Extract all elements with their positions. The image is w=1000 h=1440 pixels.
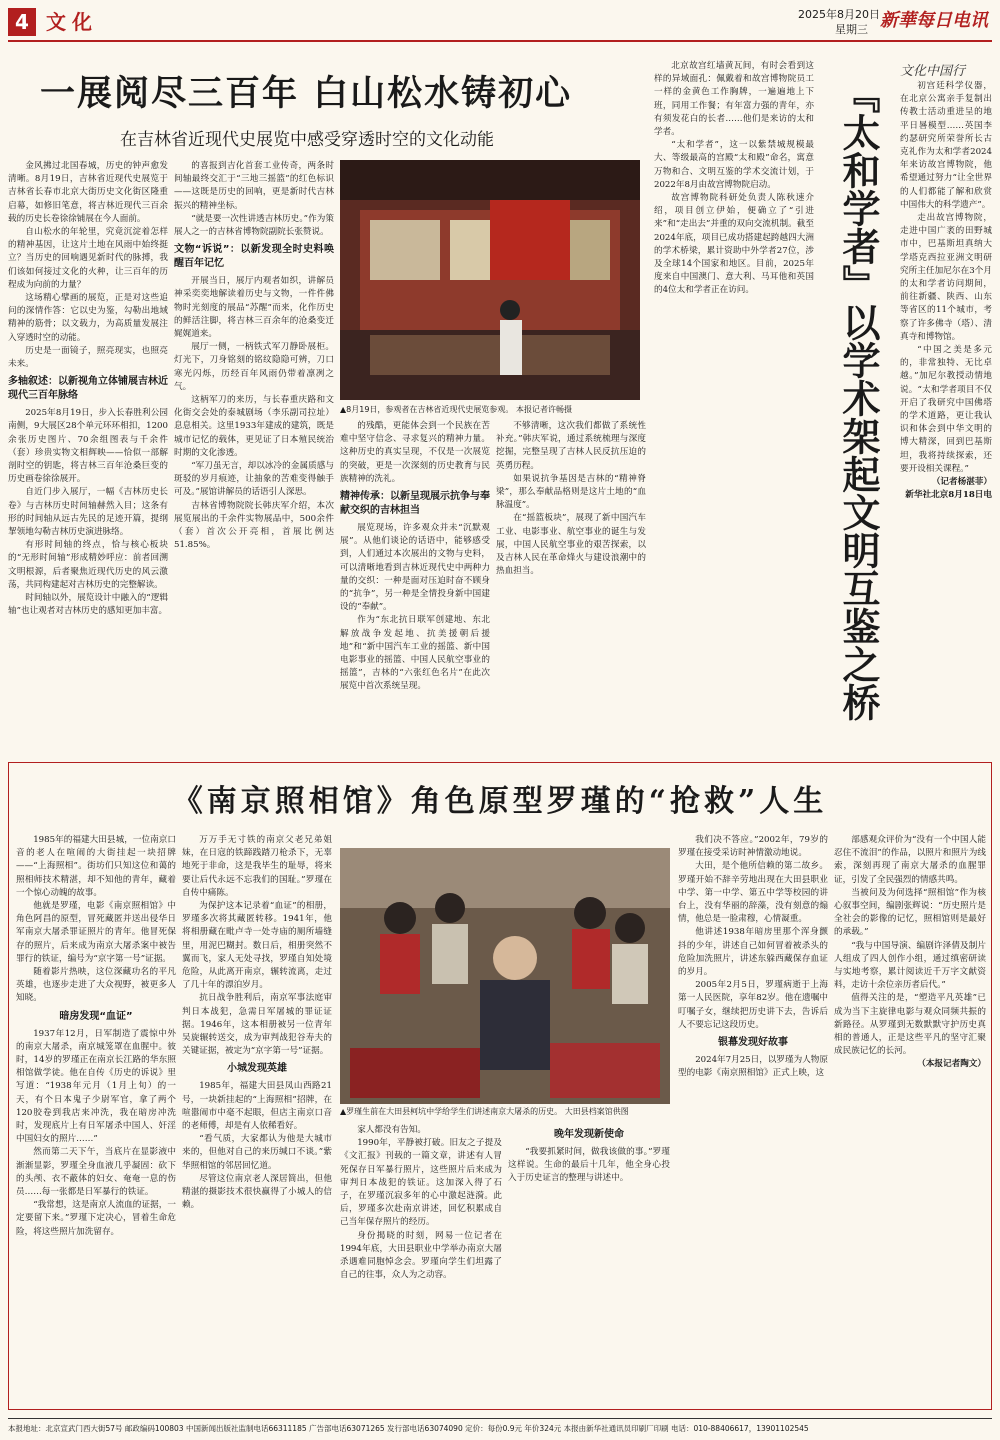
paragraph: 金风拂过北国春城，历史的钟声愈发清晰。8月19日，吉林省近现代史展览于吉林省长春市北京大街历史文化街区隆重启幕，如修旧笔意，将吉林近现代三百余载的历史长卷徐徐铺展在今人面前。 — [8, 161, 168, 224]
paragraph: 自山松水的年轮里，究竟沉淀着怎样的精神基因，让这片土地在风雨中始终挺立？当历史的回响遇见新时代的脉搏，我们该如何接过文化的火种，让三百年的历程成为向前的力量？ — [8, 227, 168, 290]
luojin-photo-image — [340, 848, 670, 1104]
text-block — [678, 1054, 828, 1080]
sidebar-credit: （记者杨湛菲） — [931, 477, 992, 488]
paragraph: 为保护这本记录着“血证”的相册，罗瑾多次将其藏匿转移。1941年，他将相册藏在毗卢寺一处寺庙的厕所墙缝里，用泥巴糊封。数日后，相册突然不翼而飞，家人无处寻找，罗瑾自知处境危险，从此离开南京，辗转流离，走过了几十年的漂泊岁月。 — [182, 901, 332, 991]
photo-caption: ▲罗瑾生前在大田县柯坑中学给学生们讲述南京大屠杀的历史。 大田县档案馆供图 — [340, 1107, 629, 1116]
paragraph: 2005年2月5日，罗瑾病逝于上海第一人民医院，享年82岁。他在遗嘱中叮嘱子女，继续把历史讲下去，告诉后人不要忘记这段历史。 — [678, 980, 828, 1030]
paragraph: 的残酷，更能体会到一个民族在苦难中坚守信念、寻求复兴的精神力量。这种历史的真实呈现，不仅是一次展览的突破，更是一次深刻的历史教育与民族精神的洗礼。 — [340, 421, 490, 484]
text-block — [678, 834, 828, 1032]
text-block — [834, 834, 986, 1058]
paragraph: 家人都没有告知。 — [357, 1125, 426, 1135]
text-block — [340, 522, 490, 694]
luojin-photo — [340, 848, 670, 1104]
text-block — [900, 80, 992, 476]
text-block — [16, 1028, 176, 1239]
section-heading: 文物“诉说”：以新发现全时史料唤醒百年记忆 — [174, 244, 334, 270]
text-block — [182, 1080, 332, 1212]
exhibition-photo-image — [340, 160, 640, 400]
paragraph: 如果说抗争基因是吉林的“精神脊梁”，那么奉献品格则是这片土地的“血脉温度”。 — [496, 473, 646, 511]
paragraph: 走出故宫博物院，走进中国广袤的田野城市中，巴基斯坦真纳大学塔克西拉亚洲文明研究所主任加尼尔在3个月的太和学者访问期间，前往新疆、陕西、山东等省区的11个城市，考察了许多佛寺（塔）、清真寺和博物馆。 — [900, 213, 992, 342]
article1-column-4 — [496, 420, 646, 750]
paragraph: 他讲述1938年暗房里那个浑身颤抖的少年，讲述自己如何冒着被杀头的危险加洗照片，讲述东躲西藏保存血证的岁月。 — [678, 927, 828, 978]
paragraph: 历史是一面镜子，照亮现实，也照亮未来。 — [8, 345, 168, 370]
paragraph: “军刀虽无言，却以冰冷的金属质感与斑驳的岁月痕迹，让抽象的苦难变得触手可及。”展馆讲解员的话语引人深思。 — [174, 461, 334, 498]
paragraph: 这柄军刀的来历，与长春重庆路和文化街交会处的泰城剧场（李乐副司拉址）息息相关。这里1933年建成的建筑，既是城市记忆的载体，更见证了日本殖民统治时期的文化渗透。 — [174, 395, 334, 458]
paragraph: 值得关注的是，“塑造平凡英雄”已成为当下主旋律电影与观众同频共振的新路径。从罗瑾到无数默默守护历史真相的普通人，正是这些平凡的坚守汇聚成民族记忆的长河。 — [834, 993, 986, 1057]
article1-column-2 — [174, 160, 334, 750]
paragraph: 大田，是个他所信赖的第二故乡。罗瑾开始不辞辛劳地出现在大田县职业中学、第一中学、第五中学等校园的讲台上，没有华丽的辞藻，没有刻意的煽情，他总是一脸肃穆，心情凝重。 — [678, 861, 828, 925]
section-name: 文化 — [46, 10, 98, 34]
article2-column-3 — [340, 1124, 502, 1404]
article2-column-4 — [678, 834, 828, 1404]
text-block — [8, 407, 168, 618]
section-heading: 晚年发现新使命 — [554, 1129, 624, 1140]
sidebar-title: 『太和学者』以学术架起文明互鉴之桥 — [836, 75, 881, 721]
paragraph: 时间轴以外，展览设计中融入的“逻辑轴”也让观者对吉林历史的感知更加丰富。 — [8, 593, 168, 617]
paragraph: 2025年8月19日，步入长春胜利公园南侧，9大展区28个单元环环相扣，1200余张历史图片、70余组图表与千余件（套）珍贵实物文相辉映——恰似一部解剖时空的钥匙，将吉林三百年沧桑巨变的历史画卷徐徐展开。 — [8, 408, 168, 485]
paragraph: 1985年的福建大田县城，一位南京口音的老人在喧闹的大街挂起一块招牌——“上海照相”。街坊们只知这位和蔼的照相师技术精湛，却不知他的青年，藏着一个惊心动魄的故事。 — [16, 835, 176, 898]
paragraph: 部感观众评价为“没有一个中国人能忍住不流泪”的作品，以照片和照片为线索，深刻再现了南京大屠杀的血腥罪证，引发了全民强烈的情感共鸣。 — [834, 835, 986, 885]
article1-title: 一展阅尽三百年 白山松水铸初心 — [40, 73, 573, 114]
paragraph: 吉林省博物院院长韩庆军介绍，本次展览展出的千余件实物展品中，500余件（套）首次公开亮相，首展比例达51.85%。 — [174, 500, 334, 551]
paragraph: “我要抓紧时间，做我该做的事。”罗瑾这样说。生命的最后十几年，他全身心投入于历史证言的整理与讲述中。 — [508, 1147, 670, 1184]
article2-column-5 — [834, 834, 986, 1404]
paragraph: 我们决不答应。”2002年，79岁的罗瑾在接受采访时神情激动地说。 — [678, 835, 828, 859]
paragraph: 北京故宫红墙黄瓦间，有时会看到这样的异域面孔：佩戴着和故宫博物院员工一样的金黄色工作胸牌，一遍遍地上下班，同用工作餐；有年富力强的青年，亦有须发花白的长者……他们是来访的太和学者。 — [654, 61, 814, 138]
article2-credit: （本报记者陶文） — [917, 1059, 986, 1070]
paragraph: 初宫廷科学仪器，在北京公寓亲手复制出传教士活动重进呈的地平日晷模型……英国李约瑟研究所荣誉所长古克礼作为太和学者2024年来访故宫博物院，他希望通过努力“让全世界的人们都能了解和欣赏中国伟大的科学遗产”。 — [900, 81, 992, 210]
paragraph: 抗日战争胜利后，南京军事法庭审判日本战犯，急需日军屠城的罪证证据。1946年，这本相册被另一位青年吴旋辗转送交，成为审判战犯谷寿夫的关键证据，被定为“京字第一号”证据。 — [182, 993, 332, 1057]
paragraph: 这场精心擘画的展览，正是对这些追问的深情作答：它以史为鉴，勾勒出地域精神的筋骨；以文载力，为高质量发展注入穿透时空的动能。 — [8, 293, 168, 343]
paragraph: 尽管这位南京老人深居简出，但他精湛的摄影技术很快赢得了小城人的信赖。 — [182, 1173, 332, 1211]
page-number: 4 — [8, 8, 36, 36]
paragraph: “中国之美是多元的，非常独特、无比卓越。”加尼尔教授动情地说。“太和学者项目不仅开启了我研究中国佛塔的学术道路，更让我认识和体会到中华文明的博大精深，回到巴基斯坦，我将持续探索，还要开设相关课程。” — [900, 345, 992, 474]
paragraph: 在“摇篮板块”，展现了新中国汽车工业、电影事业、航空事业的诞生与发展，中国人民航空事业的艰苦探索，以及吉林人民在革命烽火与建设浪潮中的热血担当。 — [496, 513, 646, 577]
paragraph: 他就是罗瑾，电影《南京照相馆》中角色阿昌的原型，冒死藏匿并送出侵华日军南京大屠杀罪证照片的青年。他冒死保存的照片，后来成为南京大屠杀案中被告罪行的铁证，编号为“京字第一号”证据。 — [16, 901, 176, 964]
section-heading: 银幕发现好故事 — [718, 1037, 788, 1049]
paragraph: 有形时间轴的终点，恰与核心板块的“无形时间轴”形成精妙呼应：前者回溯文明根源，后者聚焦近现代历史的风云激荡，共同构建起对吉林历史的完整解读。 — [8, 540, 168, 590]
text-block — [508, 1146, 670, 1186]
article2-title: 《南京照相馆》角色原型罗瑾的“抢救”人生 — [172, 784, 828, 819]
paragraph: 作为“东北抗日联军创建地、东北解放战争发起地、抗美援朝后援地”和“新中国汽车工业的摇篮、新中国电影事业的摇篮、中国人民航空事业的摇篮”，吉林的“六张红色名片”在此次展览中首次系统呈现。 — [340, 615, 490, 692]
newspaper-name: 新華每日电讯 — [880, 10, 988, 31]
paragraph: 展厅一侧，一柄铁式军刀静卧展柜。灯光下，刀身铭刻的铭纹隐隐可辨，刀口寒光闪烁，历经百年风雨仍带着凛冽之气。 — [174, 342, 334, 392]
section-heading: 小城发现英雄 — [227, 1063, 287, 1075]
page-footer: 本报地址：北京宣武门西大街57号 邮政编码100803 中国新闻出版社监制电话66311185 广告部电话63071265 发行部电话63074090 定价：每份0.9元 年价324元 本报由新华社通讯员印刷厂印刷 电话：010-88406617，13901102545 — [8, 1418, 992, 1435]
issue-date: 2025年8月20日 — [798, 8, 880, 21]
text-block — [340, 420, 490, 486]
paragraph: 自近门步入展厅，一幅《吉林历史长卷》与吉林历史时间轴赫然入目；这条有形的时间轴从远古先民的足迹开篇，提纲挈领地勾勒吉林历史演进脉络。 — [8, 487, 168, 538]
article1-subtitle: 在吉林省近现代史展览中感受穿透时空的文化动能 — [120, 130, 494, 150]
paragraph: “看气质，大家都认为他是大城市来的，但他对自己的来历缄口不谈。”紫华照相馆的邻居回忆道。 — [182, 1134, 332, 1171]
text-block — [182, 834, 332, 1058]
article1-column-5 — [654, 60, 814, 750]
paragraph: 故宫博物院科研处负责人陈秋速介绍，项目创立伊始，便确立了“引进来”和“走出去”并重的双向交流机制。截至2024年底，项目已成功搭建起跨越四大洲的学术桥梁，累计资助中外学者27位，涉及全球14个国家和地区。目前，2025年度来自中国澳门、意大利、马耳他和英国的4位太和学者正在访问。 — [654, 193, 814, 296]
photo-caption: ▲8月19日，参观者在吉林省近现代史展览参观。 本报记者许畅摄 — [340, 405, 572, 414]
article1-column-3 — [340, 420, 490, 750]
text-block — [8, 160, 168, 371]
masthead — [0, 0, 1000, 40]
paragraph: 随着影片热映，这位深藏功名的平凡英雄，也逐步走进了大众视野，被更多人知晓。 — [16, 967, 176, 1004]
paragraph: “就是要一次性讲透吉林历史。”作为策展人之一的吉林省博物院副院长张赞说。 — [174, 213, 334, 238]
article1-column-1 — [8, 160, 168, 750]
sidebar-column — [900, 80, 992, 750]
text-block — [340, 1124, 502, 1282]
article2-column-2 — [182, 834, 332, 1404]
paragraph: 1990年，平静被打破。旧友之子提及《文汇报》刊载的一篇文章，讲述有人冒死保存日军暴行照片，这些照片后来成为审判日本战犯的铁证。这加深入得了石子，在罗瑾沉寂多年的心中激起涟漪。此后，罗瑾多次赴南京讲述，回忆积累成自己当年保存照片的经历。 — [340, 1138, 502, 1228]
header-rule — [8, 40, 992, 42]
paragraph: 展览现场，许多观众并未“沉默观展”。从他们谈论的话语中，能够感受到，人们通过本次展出的文物与史料，可以清晰地看到吉林近现代史中两种力量的交织：一种是面对压迫时奋不顾身的“抗争”，另一种是全情投身新中国建设的“奉献”。 — [340, 523, 490, 613]
text-block — [16, 834, 176, 1006]
issue-weekday: 星期三 — [835, 23, 868, 36]
paragraph: 然而第二天下午，当底片在显影液中渐渐显影，罗瑾全身血液几乎凝固：砍下的头颅、衣不蔽体的妇女、奄奄一息的伤员……每一张都是日军暴行的铁证。 — [16, 1147, 176, 1198]
section-heading: 多轴叙述：以新视角立体铺展吉林近现代三百年脉络 — [8, 376, 168, 402]
paragraph: 开展当日，展厅内观者如织，讲解员神采奕奕地解读着历史与文物，一件件佛物时光刻度的展品“苏醒”而来，化作历史的鲜活注脚，将吉林三百余年的沧桑变迁娓娓道来。 — [174, 276, 334, 340]
sidebar-source: 新华社北京8月18日电 — [905, 490, 992, 501]
paragraph: “太和学者”，这一以紫禁城规模最大、等级最高的宫殿“太和殿”命名，寓意万物和合、文明互鉴的学术交流计划，于2022年8月由故宫博物院启动。 — [654, 140, 814, 190]
text-block — [654, 60, 814, 298]
paragraph: 1937年12月，日军制造了震惊中外的南京大屠杀，南京城笼罩在血腥中。彼时，14岁的罗瑾正在南京长江路的华东照相馆做学徒。他在自传《历史的诉说》里写道：“1938年元月（1月上旬）的一天，有个日本鬼子少尉军官，拿了两个120胶卷到我店来冲洗，我在暗房冲洗时，发现底片上有日军屠杀中国人、奸淫中国妇女的照片……” — [16, 1028, 176, 1145]
section-heading: 暗房发现“血证” — [59, 1010, 133, 1022]
article2-column-3b — [508, 1124, 670, 1404]
text-block — [174, 160, 334, 239]
column-logo: 文化中国行 — [900, 64, 966, 79]
paragraph: 当被问及为何选择“照相馆”作为核心叙事空间，编剧张辉说：“历史照片是全社会的影像的记忆，照相馆则是最好的承载。” — [834, 887, 986, 938]
text-block — [174, 275, 334, 552]
paragraph: 不够清晰，这次我们都做了系统性补充。”韩庆军说，通过系统梳理与深度挖掘，完整呈现了吉林人民反抗压迫的英勇历程。 — [496, 421, 646, 471]
paragraph: 身份揭晓的时刻，网易一位记者在1994年底，大田县职业中学举办南京大屠杀遇难同胞悼念会。罗瑾向学生们坦露了自己的往事，众人为之动容。 — [340, 1230, 502, 1281]
paragraph: 的喜报到吉化首套工业传奇，两条时间轴最终交汇于“三地三摇篮”的红色标识——这既是历史的回响，更是新时代吉林振兴的精神坐标。 — [174, 161, 334, 211]
paragraph: “我常想，这是南京人流血的证据，一定要留下来。”罗瑾下定决心，冒着生命危险，将这些照片加洗留存。 — [16, 1200, 176, 1237]
paragraph: 万万手无寸铁的南京父老兄弟姐妹，在日寇的铁蹄践踏刀枪杀下，无辜地死于非命，这是我毕生的耻辱，将来要让后代永远不忘我们的国耻。”罗瑾在自传中痛陈。 — [182, 835, 332, 898]
section-heading: 精神传承：以新呈现展示抗争与奉献交织的吉林担当 — [340, 491, 490, 517]
text-block — [496, 420, 646, 578]
paragraph: 2024年7月25日，以罗瑾为人物原型的电影《南京照相馆》正式上映，这 — [678, 1055, 828, 1079]
exhibition-photo — [340, 160, 640, 400]
paragraph: “我与中国导演、编剧许泽倩及制片人组成了四人创作小组，通过缜密研读与实地考察，累计阅读近千万字文献资料，走访十余位亲历者后代。” — [834, 940, 986, 991]
paragraph: 1985年，福建大田县凤山西路21号，一块新挂起的“上海照相”招牌，在喧嚣闹市中毫不起眼，但店主南京口音的老师傅，却是有人依稀看好。 — [182, 1081, 332, 1132]
article2-column-1 — [16, 834, 176, 1404]
